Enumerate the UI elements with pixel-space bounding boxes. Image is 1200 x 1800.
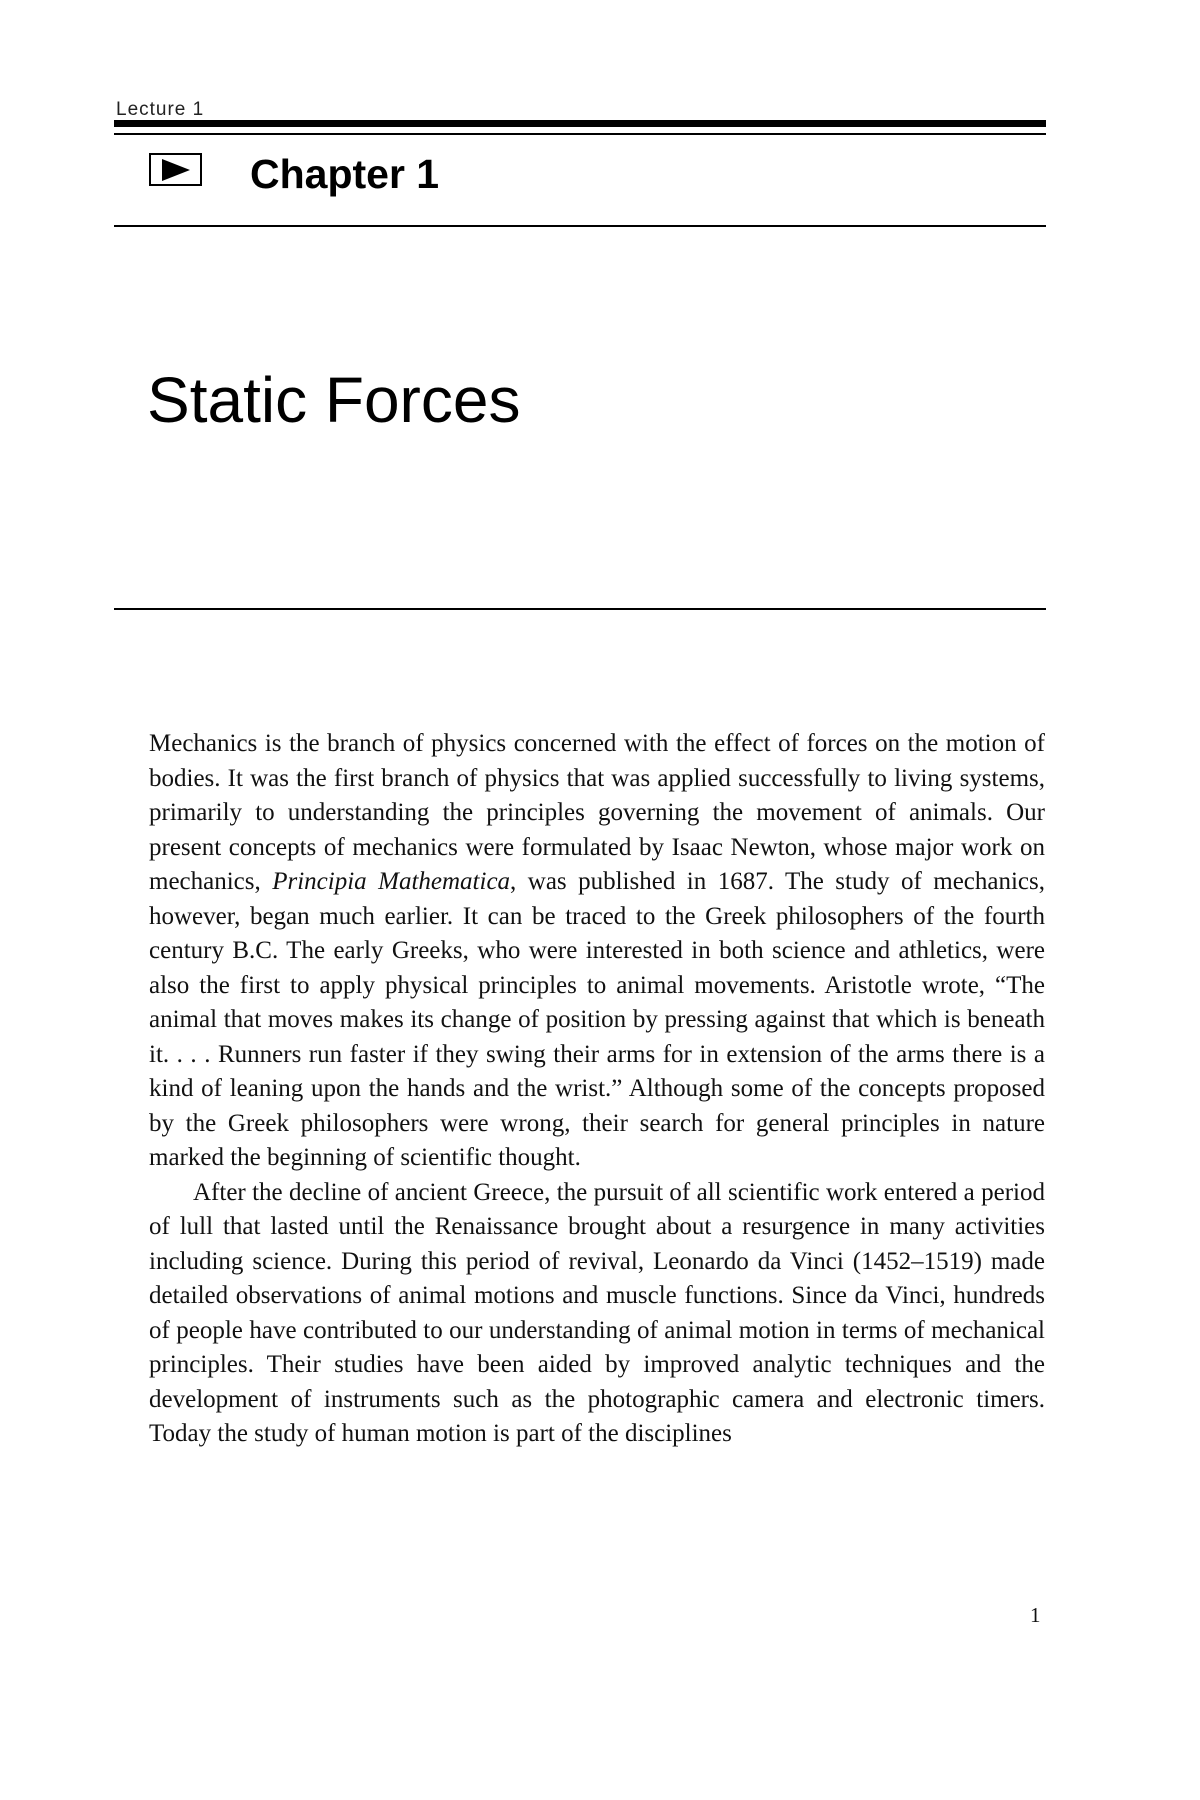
header-rule-thin: [114, 133, 1046, 135]
running-head: Lecture 1: [116, 99, 205, 120]
body-text: [149, 727, 1045, 1452]
play-triangle-icon: [149, 153, 202, 186]
body-paragraph-1: Mechanics is the branch of physics concerned with the effect of forces on the motion of bodies. It was the first branch of physics that was applied successfully to living systems, primarily to understanding the principles governing the movement of animals. Our present concepts of mechanics were formulated by Isaac Newton, whose major work on mechanics, Principia Mathematica, was published in 1687. The study of mechanics, however, began much earlier. It can be traced to the Greek philosophers of the fourth century B.C. The early Greeks, who were interested in both science and athletics, were also the first to apply physical principles to animal movements. Aristotle wrote, “The animal that moves makes its change of position by pressing against that which is beneath it. . . . Runners run faster if they swing their arms for in extension of the arms there is a kind of leaning upon the hands and the wrist.” Although some of the concepts proposed by the Greek philosophers were wrong, their search for general principles in nature marked the beginning of scientific thought.: [149, 730, 1045, 1171]
book-title-italic: Principia Mathematica: [272, 868, 511, 895]
header-rule-thick: [114, 120, 1046, 127]
page-number: 1: [1030, 1603, 1041, 1627]
chapter-label: Chapter 1: [250, 151, 440, 197]
chapter-rule-lower: [114, 608, 1046, 610]
chapter-rule-upper: [114, 225, 1046, 227]
body-paragraph-2: After the decline of ancient Greece, the pursuit of all scientific work entered a period of lull that lasted until the Renaissance brought about a resurgence in many activities including science. During this period of revival, Leonardo da Vinci (1452–1519) made detailed observations of animal motions and muscle functions. Since da Vinci, hundreds of people have contributed to our understanding of animal motion in terms of mechanical principles. Their studies have been aided by improved analytic techniques and the development of instruments such as the photographic camera and electronic timers. Today the study of human motion is part of the disciplines: [149, 1178, 1045, 1447]
chapter-title: Static Forces: [147, 364, 521, 436]
